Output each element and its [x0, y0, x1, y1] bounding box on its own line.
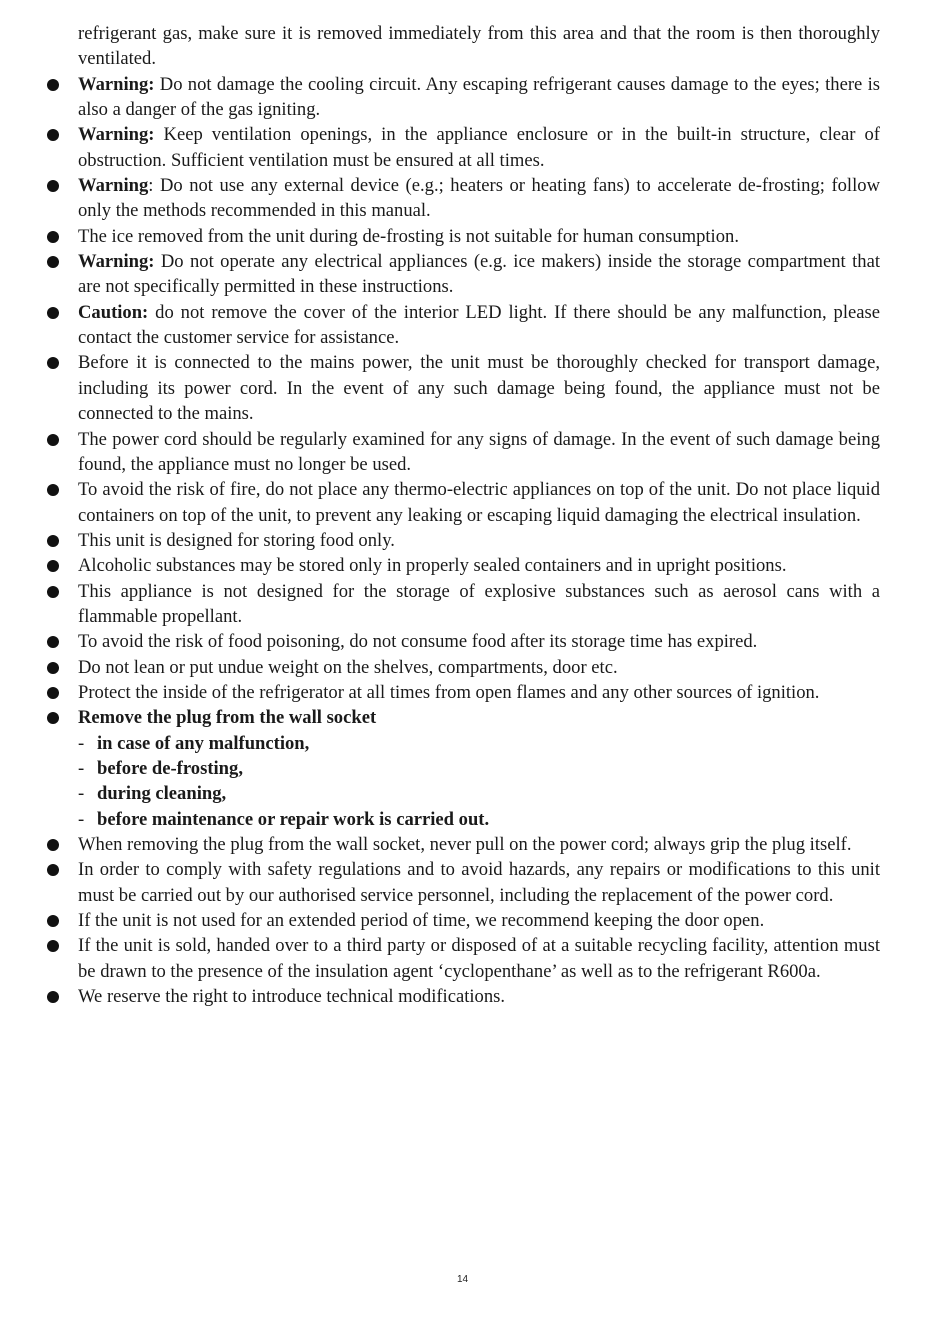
item-label: Warning:	[78, 124, 155, 146]
sub-item-text: before de-frosting,	[97, 757, 243, 779]
item-text: The power cord should be regularly examined for any signs of damage. In the event of such damage being found, the appliance must no longer be used.	[78, 428, 880, 475]
item-label: Warning:	[78, 73, 155, 95]
list-item	[78, 984, 880, 1009]
list-item	[78, 350, 880, 426]
item-label: Warning:	[78, 251, 155, 273]
bullet-icon	[47, 864, 59, 876]
list-item	[78, 427, 880, 478]
dash-marker: -	[78, 808, 85, 830]
bullet-icon	[47, 940, 59, 952]
bullet-icon	[47, 256, 59, 268]
list-item	[78, 249, 880, 300]
sub-item-text: in case of any malfunction,	[97, 732, 310, 754]
item-text: If the unit is not used for an extended period of time, we recommend keeping the door open.	[78, 910, 765, 932]
item-text: Keep ventilation openings, in the appliance enclosure or in the built-in structure, clear of obstruction. Sufficient ventilation must be ensured at all times.	[78, 124, 880, 171]
sub-item-text: during cleaning,	[97, 783, 227, 805]
item-text: Do not damage the cooling circuit. Any escaping refrigerant causes damage to the eyes; there is also a danger of the gas igniting.	[78, 73, 880, 121]
list-item	[78, 173, 880, 224]
list-item	[78, 528, 880, 553]
bullet-icon	[47, 535, 59, 547]
list-item	[78, 832, 880, 857]
dash-marker: -	[78, 757, 85, 779]
item-text: To avoid the risk of food poisoning, do not consume food after its storage time has expired.	[78, 631, 758, 653]
item-text: Alcoholic substances may be stored only in properly sealed containers and in upright positions.	[78, 555, 787, 577]
bullet-icon	[47, 560, 59, 572]
item-text: This appliance is not designed for the storage of explosive substances such as aerosol cans with a flammable propellant.	[78, 580, 880, 627]
bullet-icon	[47, 991, 59, 1003]
item-text: We reserve the right to introduce technical modifications.	[78, 986, 506, 1008]
sub-item	[78, 807, 880, 832]
bullet-icon	[47, 434, 59, 446]
item-text: Do not operate any electrical appliances (e.g. ice makers) inside the storage compartment that are not specifically permitted in these instructions.	[78, 251, 880, 298]
list-item	[78, 933, 880, 984]
safety-instructions	[78, 21, 880, 1009]
list-item	[78, 477, 880, 528]
item-label: Caution:	[78, 301, 149, 323]
sub-item	[78, 731, 880, 756]
bullet-icon	[47, 484, 59, 496]
item-text: When removing the plug from the wall socket, never pull on the power cord; always grip the plug itself.	[78, 834, 852, 855]
dash-marker: -	[78, 783, 85, 805]
dash-marker: -	[78, 732, 85, 754]
sub-item-text: before maintenance or repair work is carried out.	[97, 808, 490, 830]
item-text: To avoid the risk of fire, do not place any thermo-electric appliances on top of the unit. Do not place liquid containers on top of the unit, to prevent any leaking or escaping liquid damaging the electrical insulation.	[78, 479, 880, 526]
list-item	[78, 857, 880, 908]
item-label: Warning	[78, 175, 149, 197]
list-item	[78, 300, 880, 351]
item-text: The ice removed from the unit during de-frosting is not suitable for human consumption.	[78, 225, 739, 247]
list-item-remove-plug	[78, 705, 880, 832]
item-text: In order to comply with safety regulations and to avoid hazards, any repairs or modifications to this unit must be carried out by our authorised service personnel, including the replacement of the power cord.	[78, 859, 880, 906]
sub-item	[78, 756, 880, 781]
list-item	[78, 72, 880, 123]
list-item	[78, 655, 880, 680]
bullet-icon	[47, 662, 59, 674]
bullet-icon	[47, 636, 59, 648]
page-number: 14	[456, 1274, 469, 1285]
continuation-paragraph: refrigerant gas, make sure it is removed immediately from this area and that the room is then thoroughly ventilated.	[78, 23, 880, 70]
bullet-icon	[47, 357, 59, 369]
bullet-icon	[47, 79, 59, 91]
bullet-icon	[47, 129, 59, 141]
item-lead: Remove the plug from the wall socket	[78, 707, 377, 729]
item-text: If the unit is sold, handed over to a third party or disposed of at a suitable recycling facility, attention must be drawn to the presence of the insulation agent ‘cyclopenthane’ as well as to the refrigerant R600a.	[78, 935, 880, 982]
list-item	[78, 122, 880, 173]
bullet-icon	[47, 915, 59, 927]
sub-item	[78, 781, 880, 806]
bullet-icon	[47, 180, 59, 192]
item-text: This unit is designed for storing food only.	[78, 529, 395, 551]
item-text: do not remove the cover of the interior LED light. If there should be any malfunction, please contact the customer service for assistance.	[78, 301, 880, 349]
list-item	[78, 908, 880, 933]
item-text: : Do not use any external device (e.g.; heaters or heating fans) to accelerate de-frosting; follow only the methods recommended in this manual.	[78, 175, 880, 222]
list-item	[78, 579, 880, 630]
list-item	[78, 224, 880, 249]
bullet-icon	[47, 712, 59, 724]
bullet-icon	[47, 586, 59, 598]
bullet-icon	[47, 307, 59, 319]
bullet-icon	[47, 687, 59, 699]
list-item	[78, 680, 880, 705]
bullet-icon	[47, 839, 59, 851]
item-text: Protect the inside of the refrigerator at all times from open flames and any other sources of ignition.	[78, 681, 820, 703]
list-item	[78, 629, 880, 654]
item-text: Do not lean or put undue weight on the shelves, compartments, door etc.	[78, 656, 618, 678]
list-item	[78, 553, 880, 578]
bullet-icon	[47, 231, 59, 243]
item-text: Before it is connected to the mains power, the unit must be thoroughly checked for transport damage, including its power cord. In the event of any such damage being found, the appliance must not be connected to the mains.	[78, 352, 880, 425]
